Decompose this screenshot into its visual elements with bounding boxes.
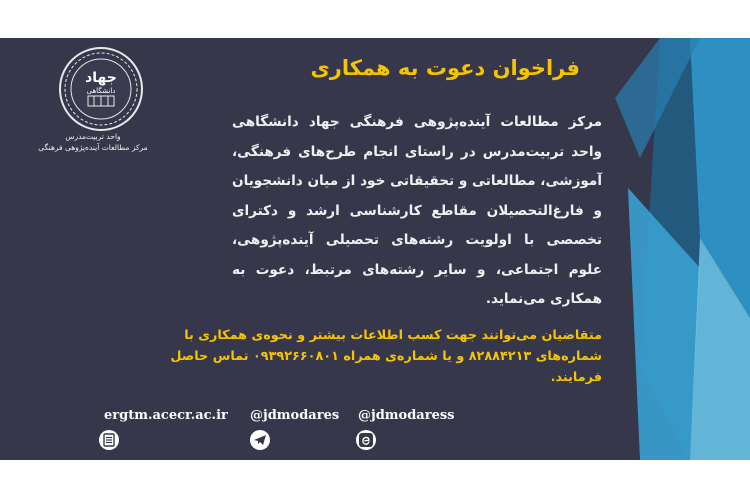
- announcement-body: مرکز مطالعات آینده‌پژوهی فرهنگی جهاد دانشگاهی واحد تربیت‌مدرس در راستای انجام طرح‌های فرهنگی، آموزشی، مطالعاتی و تحقیقاتی خود از میان دانشجویان و فارغ‌التحصیلان مقاطع کارشناسی ارشد و دکترای تخصصی با اولویت رشته‌های تحصیلی آینده‌پژوهی، علوم اجتماعی، و سایر رشته‌های مرتبط، دعوت به همکاری می‌نماید.: [232, 114, 602, 307]
- page-title: فراخوان دعوت به همکاری: [310, 56, 580, 80]
- eitaa-handle[interactable]: @jdmodaress: [358, 408, 455, 423]
- contact-info: متقاضیان می‌توانند جهت کسب اطلاعات بیشتر و نحوه‌ی همکاری با شماره‌های ۸۲۸۸۴۲۱۳ و یا شماره‌ی همراه ۰۹۳۹۲۶۶۰۸۰۱ تماس حاصل فرمایند.: [170, 328, 602, 385]
- website-link[interactable]: ergtm.acecr.ac.ir: [104, 408, 228, 423]
- announcement-banner: [0, 38, 750, 460]
- telegram-icon[interactable]: [250, 430, 270, 450]
- logo-caption-unit: واحد تربیت‌مدرس: [65, 132, 121, 141]
- telegram-handle[interactable]: @jdmodares: [250, 408, 340, 423]
- jahad-logo: [58, 46, 144, 132]
- logo-subtext: دانشگاهی: [86, 87, 116, 95]
- eitaa-icon[interactable]: [356, 430, 376, 450]
- document-icon[interactable]: [99, 430, 119, 450]
- logo-text: جهاد: [85, 70, 117, 86]
- logo-caption-center: مرکز مطالعات آینده‌پژوهی فرهنگی: [38, 143, 148, 152]
- logo-caption: [18, 131, 168, 153]
